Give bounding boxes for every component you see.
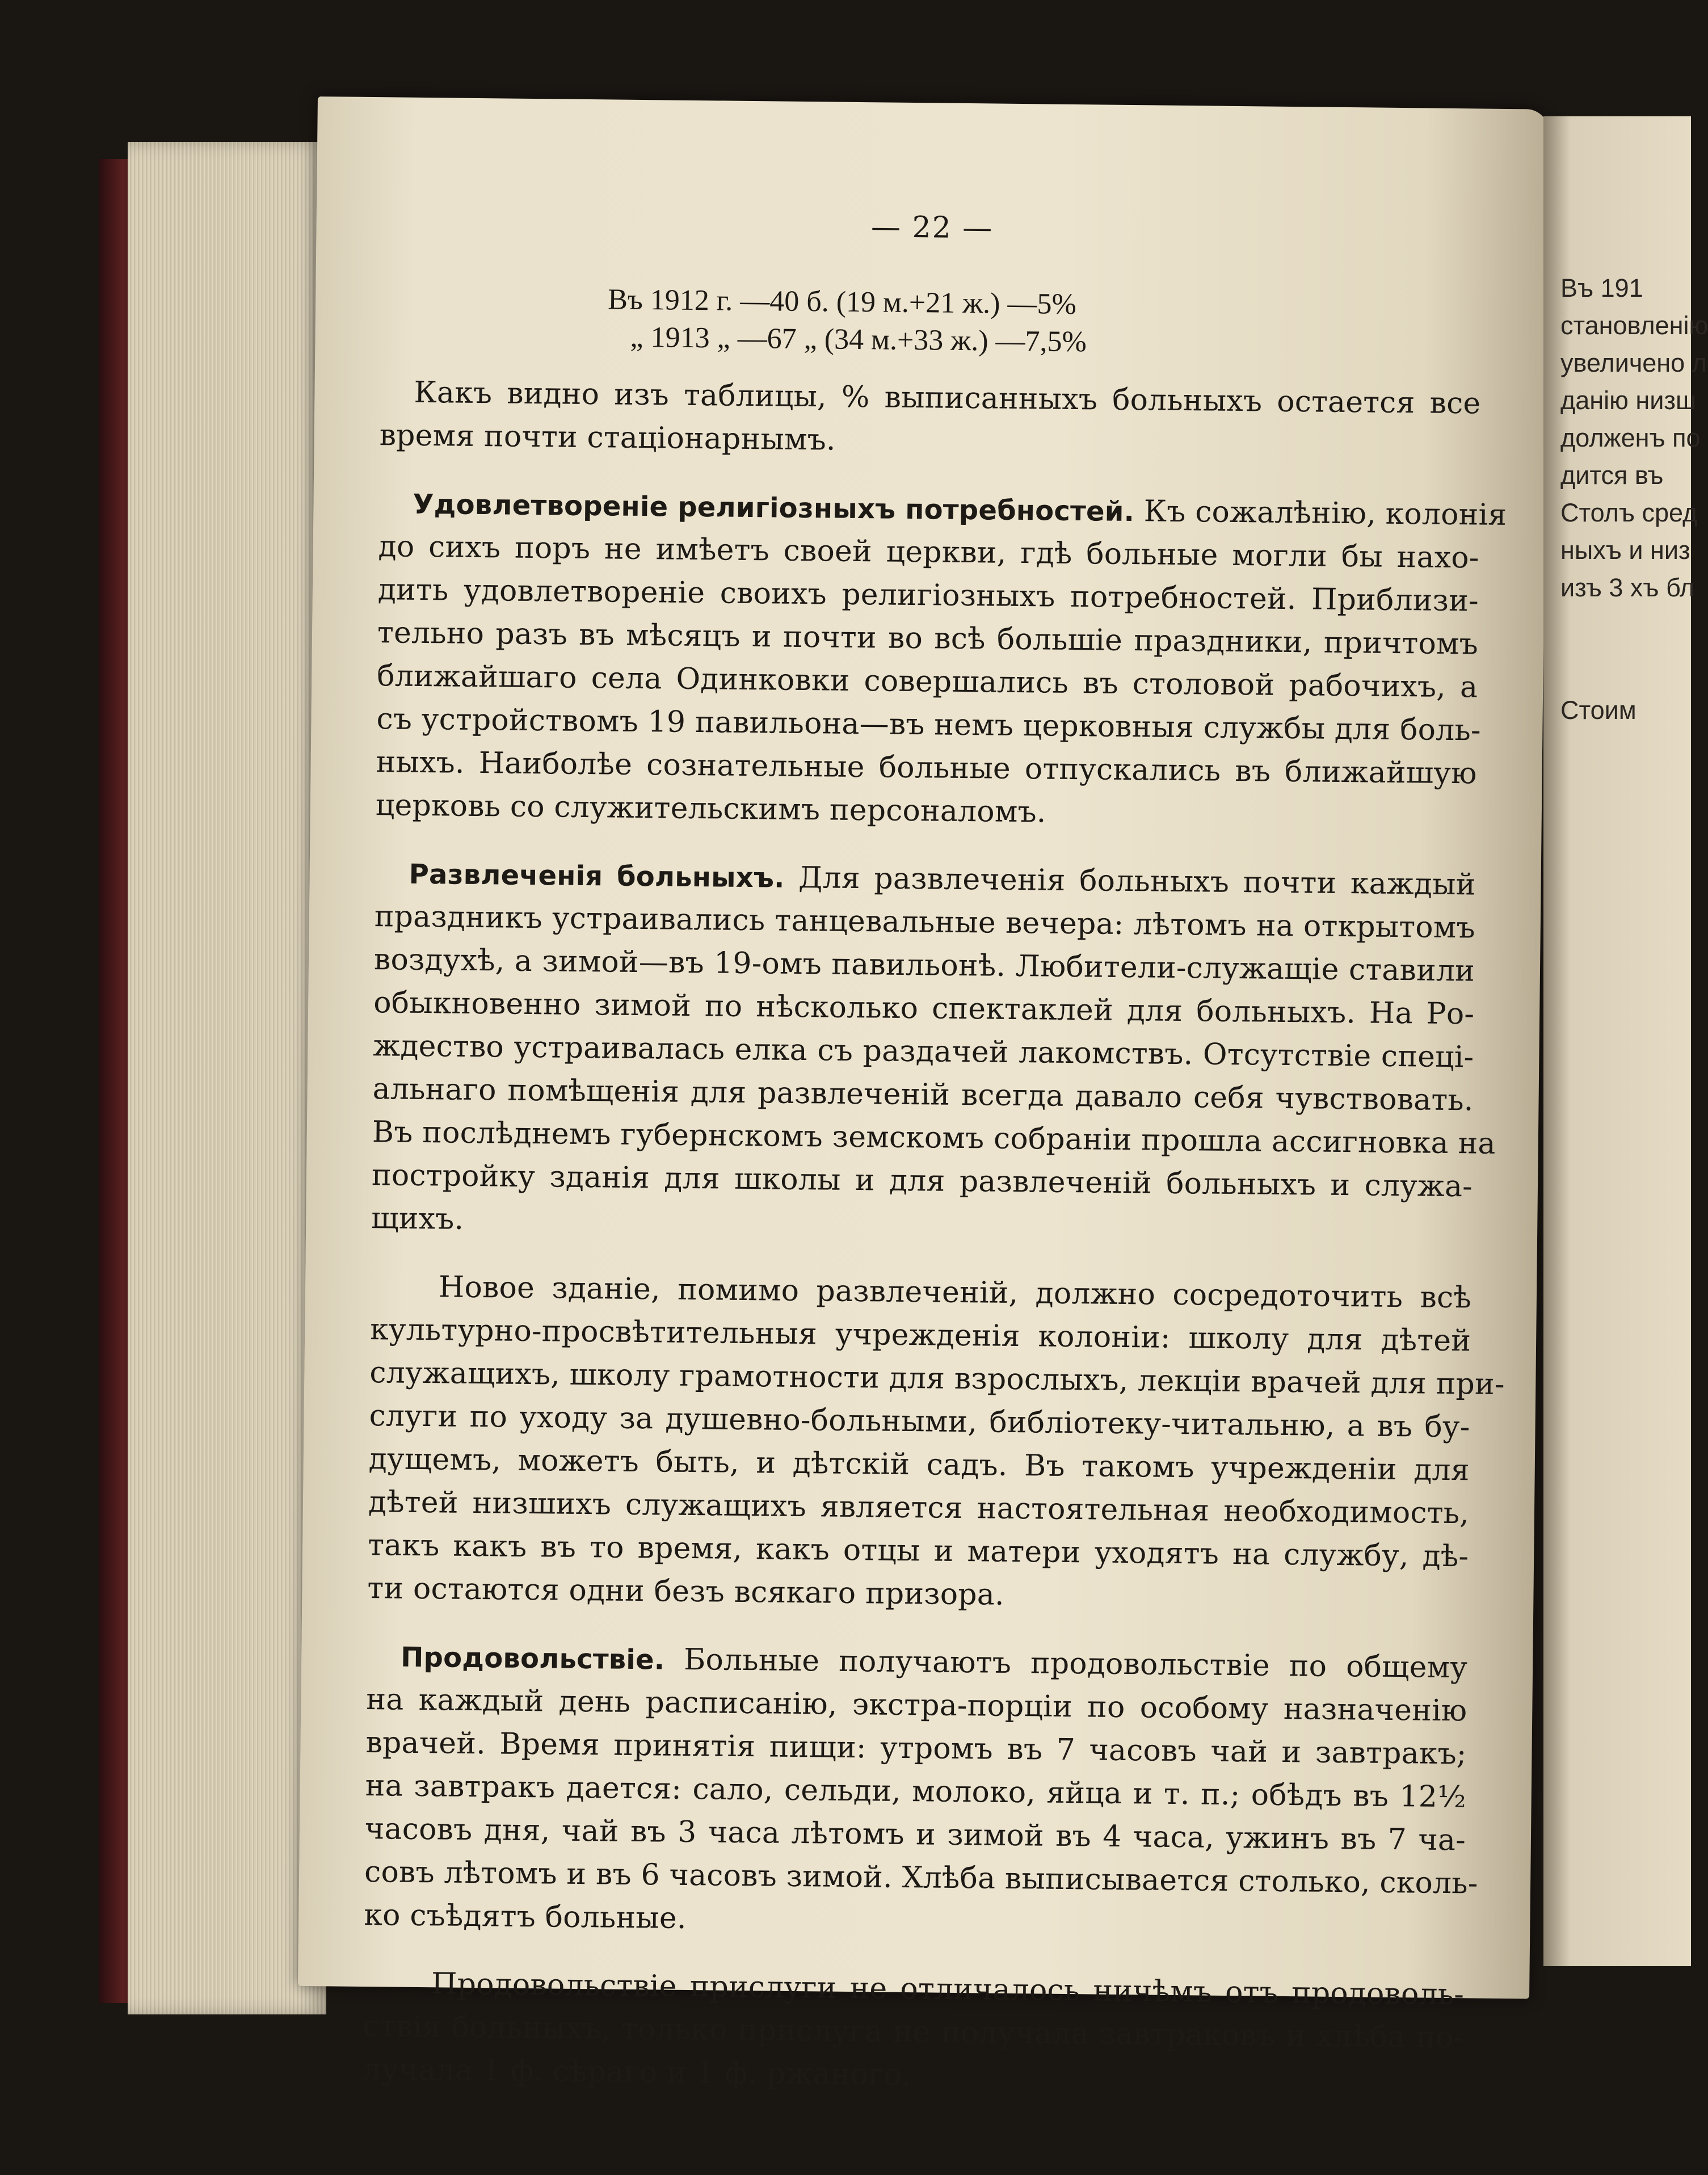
facing-text-line: Столъ сред [1560, 498, 1698, 527]
text-line: тельно разъ въ мѣсяцъ и почти во всѣ большіе праздники, причтомъ [377, 616, 1479, 662]
text-line: лучала 1 ф. сѣраго и 1 ф. ржаного. [362, 2052, 912, 2093]
text-line: ствія больныхъ, только прислуга не получала завтраковъ и хлѣба по- [363, 2009, 1464, 2055]
statistic-line: Въ 1912 г. —40 б. (19 м.+21 ж.) —5% [607, 283, 1077, 321]
text-line: культурно-просвѣтительныя учрежденія колоніи: школу для дѣтей [369, 1312, 1471, 1358]
text-line: ко съѣдятъ больные. [364, 1898, 687, 1936]
facing-text-line: увеличено л [1560, 348, 1707, 377]
paragraph-new-building [367, 1265, 1505, 1621]
facing-page-text [1560, 270, 1708, 729]
facing-text-line: Въ 191 [1560, 274, 1643, 302]
text-line: альнаго помѣщенія для развлеченій всегда давало себя чувствовать. [372, 1072, 1474, 1118]
text-line: съ устройствомъ 19 павильона—въ немъ церковныя службы для боль- [376, 702, 1482, 748]
book-page-edges [128, 142, 326, 2014]
paragraph-servants-provisions [362, 1962, 1464, 2102]
statistics-block [380, 279, 1482, 365]
text-line: Какъ видно изъ таблицы, % выписанныхъ больныхъ остается все [414, 375, 1481, 421]
text-line: ждество устраивалась елка съ раздачей лакомствъ. Отсутствіе спеці- [373, 1029, 1474, 1075]
facing-text-line: долженъ по [1560, 423, 1701, 452]
text-line: дить удовлетвореніе своихъ религіозныхъ потребностей. Приблизи- [377, 573, 1479, 619]
text-line: на завтракъ дается: сало, сельди, молоко, яйца и т. п.; обѣдъ въ 12½ [365, 1769, 1467, 1815]
text-line: щихъ. [371, 1201, 464, 1236]
text-line: дѣтей низшихъ служащихъ является настоятельная необходимость, [368, 1485, 1470, 1531]
text-line: обыкновенно зимой по нѣсколько спектаклей для больныхъ. На Ро- [373, 986, 1475, 1032]
text-line: служащихъ, школу грамотности для взрослыхъ, лекціи врачей для при- [369, 1356, 1505, 1402]
text-line: церковь со служительскимъ персоналомъ. [375, 788, 1046, 830]
text-line: Продовольствіе прислуги не отличалось ничѣмъ отъ продоволь- [431, 1967, 1465, 2012]
text-line: время почти стаціонарнымъ. [379, 418, 836, 457]
page-body [362, 279, 1507, 2102]
section-heading-entertainment: Развлеченія больныхъ. [409, 858, 785, 894]
text-line: дущемъ, можетъ быть, и дѣтскій садъ. Въ такомъ учрежденіи для [368, 1442, 1470, 1488]
paragraph-provisions [364, 1635, 1478, 1948]
text-line: слуги по уходу за душевно-больными, библіотеку-читальню, а въ бу- [369, 1399, 1470, 1445]
text-line: Въ послѣднемъ губернскомъ земскомъ собраніи прошла ассигновка на [372, 1115, 1496, 1161]
facing-text-line: ныхъ и низ [1560, 536, 1690, 565]
text-line: ныхъ. Наиболѣе сознательные больные отпускались въ ближайшую [376, 745, 1477, 791]
text-line: праздникъ устраивались танцевальные вечера: лѣтомъ на открытомъ [374, 899, 1476, 945]
facing-page [1543, 116, 1708, 1966]
text-line: врачей. Время принятія пищи: утромъ въ 7 часовъ чай и завтракъ; [365, 1726, 1467, 1772]
facing-text-line: данію низш [1560, 386, 1697, 415]
text-fragment: Для развлеченія больныхъ почти каждый [798, 860, 1476, 902]
section-heading-provisions: Продовольствіе. [400, 1641, 665, 1676]
paragraph-percentage [379, 371, 1480, 468]
statistic-line: „ 1913 „ —67 „ (34 м.+33 ж.) —7,5% [630, 321, 1087, 359]
text-line: Новое зданіе, помимо развлеченій, должно сосредоточить всѣ [438, 1270, 1472, 1315]
text-line: совъ лѣтомъ и въ 6 часовъ зимой. Хлѣба выписывается столько, сколь- [364, 1855, 1478, 1901]
paragraph-entertainment [371, 852, 1496, 1251]
text-line: постройку зданія для школы и для развлеченій больныхъ и служа- [371, 1158, 1473, 1204]
text-fragment: Больные получаютъ продовольствіе по общему [683, 1642, 1468, 1685]
text-line: ближайшаго села Одинковки совершались въ столовой рабочихъ, а [376, 659, 1478, 705]
page-number: — 22 — [870, 210, 994, 246]
text-line: часовъ дня, чай въ 3 часа лѣтомъ и зимой въ 4 часа, ужинъ въ 7 ча- [364, 1812, 1466, 1858]
facing-text-line: становленію [1560, 311, 1708, 340]
section-heading-religious: Удовлетвореніе религіозныхъ потребностей. [413, 488, 1135, 528]
text-line: ти остаются одни безъ всякаго призора. [367, 1571, 1005, 1612]
book-page [298, 96, 1549, 2093]
text-line: такъ какъ въ то время, какъ отцы и матери уходятъ на службу, дѣ- [367, 1528, 1469, 1574]
facing-text-line: дится въ [1560, 461, 1664, 490]
text-fragment: Къ сожалѣнію, колонія [1143, 494, 1507, 532]
text-line: воздухѣ, а зимой—въ 19-омъ павильонѣ. Любители-служащіе ставили [373, 943, 1475, 988]
paragraph-religious-needs [375, 482, 1507, 838]
facing-text-line: Стоим [1560, 696, 1637, 725]
text-line: на каждый день расписанію, экстра-порціи по особому назначенію [366, 1682, 1467, 1728]
facing-text-line: изъ 3 хъ бл [1560, 573, 1695, 602]
text-line: до сихъ поръ не имѣетъ своей церкви, гдѣ больные могли бы нахо- [378, 529, 1479, 575]
